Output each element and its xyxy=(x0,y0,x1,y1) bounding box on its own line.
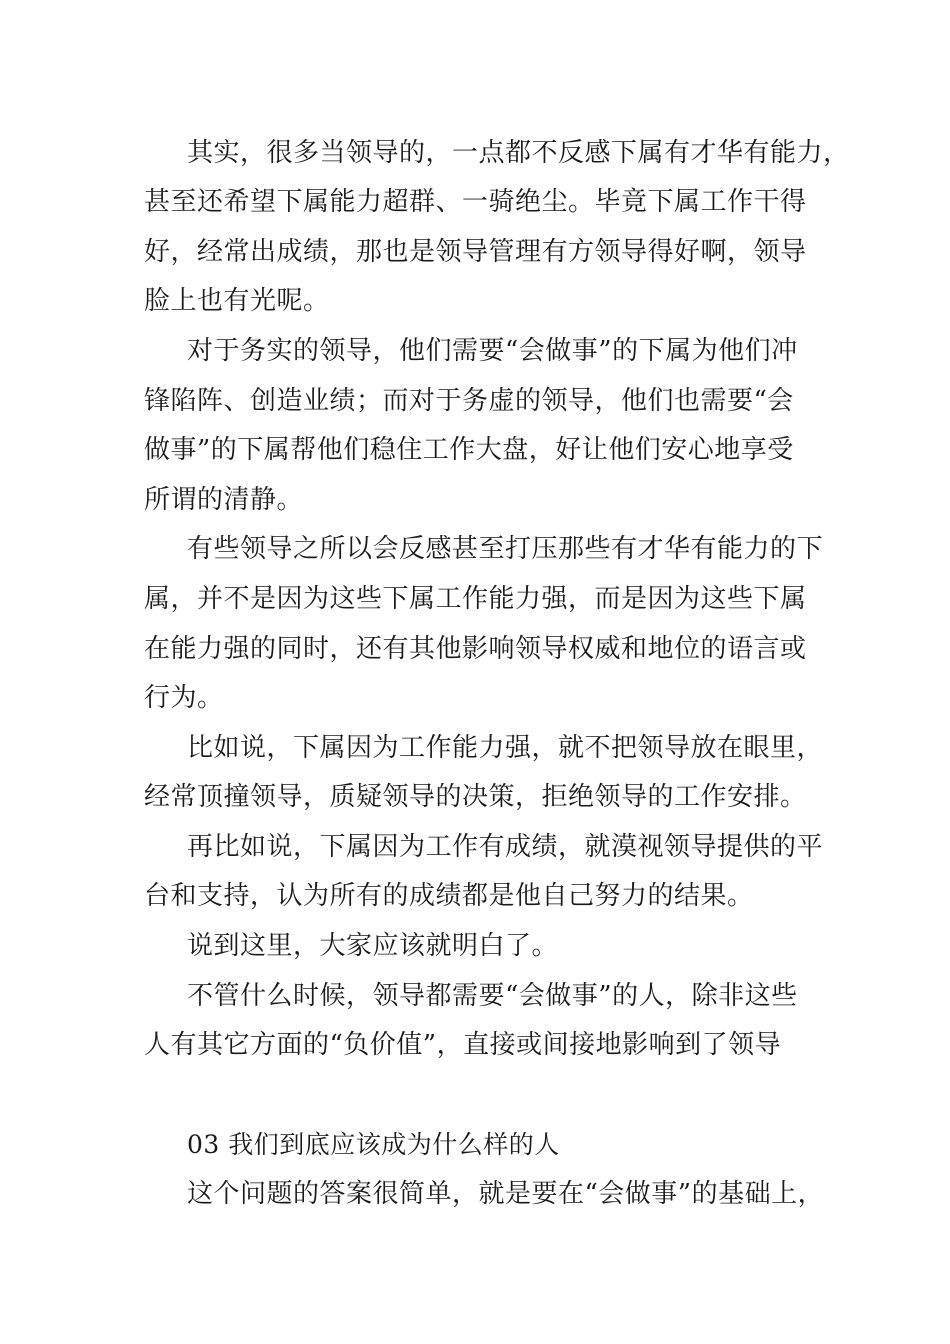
paragraph-3-line-1: 有些领导之所以会反感甚至打压那些有才华有能力的下 xyxy=(187,534,824,564)
paragraph-2-line-3: 做事”的下属帮他们稳住工作大盘，好让他们安心地享受 xyxy=(144,435,794,465)
paragraph-4-line-2: 经常顶撞领导，质疑领导的决策，拒绝领导的工作安排。 xyxy=(144,782,807,812)
paragraph-3-line-4: 行为。 xyxy=(144,683,224,713)
paragraph-7-line-2: 人有其它方面的“负价值”，直接或间接地影响到了领导 xyxy=(144,1030,782,1060)
paragraph-5-line-1: 再比如说，下属因为工作有成绩，就漠视领导提供的平 xyxy=(187,832,824,862)
section-heading: 03 我们到底应该成为什么样的人 xyxy=(187,1130,560,1159)
paragraph-2-line-4: 所谓的清静。 xyxy=(144,485,304,515)
paragraph-1-line-2: 甚至还希望下属能力超群、一骑绝尘。毕竟下属工作干得 xyxy=(144,187,807,217)
paragraph-5-line-2: 台和支持，认为所有的成绩都是他自己努力的结果。 xyxy=(144,881,754,911)
paragraph-7-line-1: 不管什么时候，领导都需要“会做事”的人，除非这些 xyxy=(187,981,798,1011)
paragraph-3-line-3: 在能力强的同时，还有其他影响领导权威和地位的语言或 xyxy=(144,634,807,664)
paragraph-3-line-2: 属，并不是因为这些下属工作能力强，而是因为这些下属 xyxy=(144,584,807,614)
paragraph-2-line-2: 锋陷阵、创造业绩；而对于务虚的领导，他们也需要“会 xyxy=(144,386,794,416)
paragraph-6-line-1: 说到这里，大家应该就明白了。 xyxy=(187,931,559,961)
paragraph-1-line-4: 脸上也有光呢。 xyxy=(144,286,330,316)
paragraph-1-line-3: 好，经常出成绩，那也是领导管理有方领导得好啊，领导 xyxy=(144,237,807,267)
paragraph-1-line-1: 其实，很多当领导的，一点都不反感下属有才华有能力， xyxy=(187,138,850,168)
paragraph-2-line-1: 对于务实的领导，他们需要“会做事”的下属为他们冲 xyxy=(187,336,798,366)
paragraph-4-line-1: 比如说，下属因为工作能力强，就不把领导放在眼里， xyxy=(187,733,824,763)
final-paragraph-line-1: 这个问题的答案很简单，就是要在“会做事”的基础上， xyxy=(187,1179,825,1209)
